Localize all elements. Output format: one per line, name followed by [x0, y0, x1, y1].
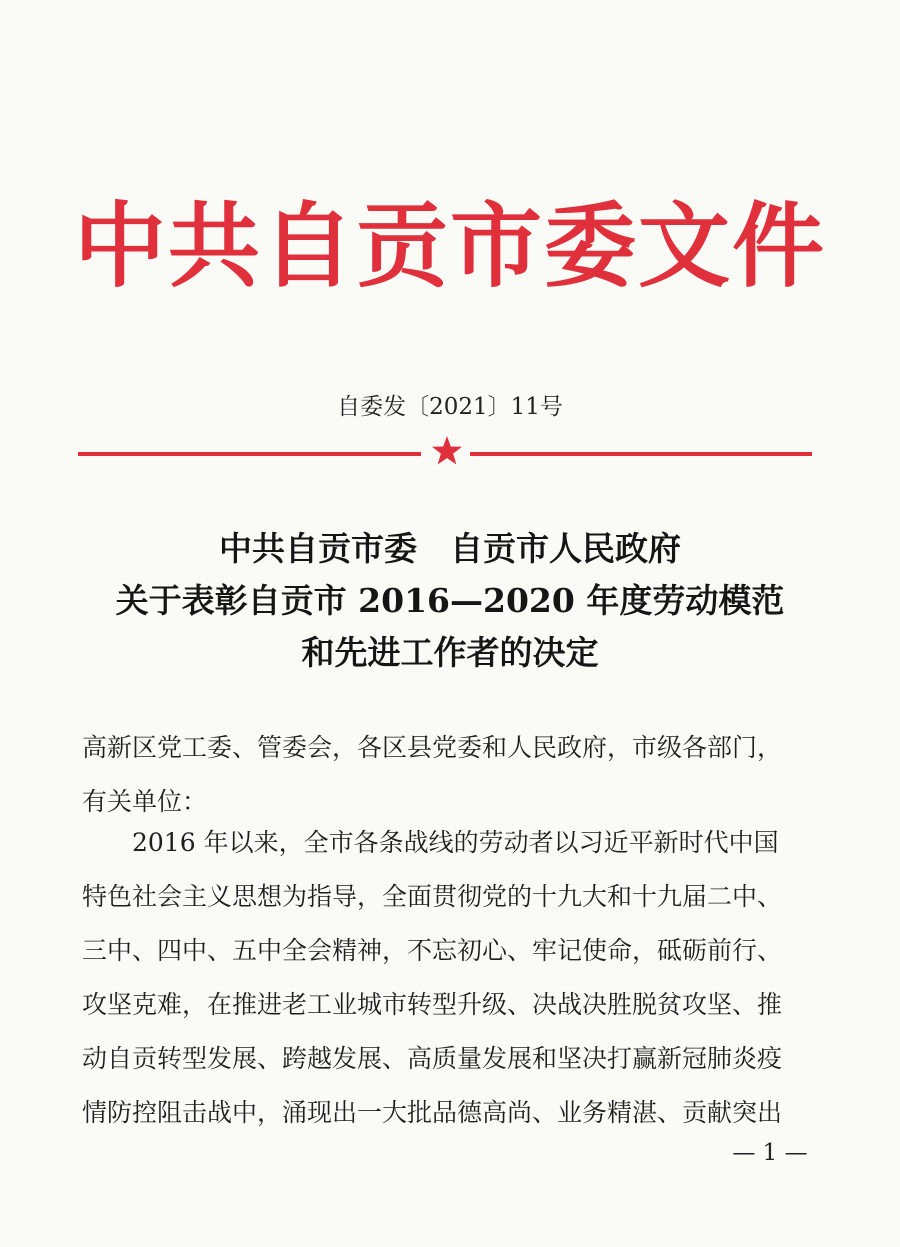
paragraph-line: 三中、四中、五中全会精神，不忘初心、牢记使命，砥砺前行、: [82, 936, 783, 965]
red-divider-left: [78, 452, 421, 456]
addressee: [82, 721, 822, 829]
title-line: 中共自贡市委 自贡市人民政府: [219, 529, 681, 568]
paragraph-line: 情防控阻击战中，涌现出一大批品德高尚、业务精湛、贡献突出: [82, 1098, 783, 1127]
page-number: — 1 —: [732, 1140, 808, 1166]
document-header-title: 中共自贡市委文件: [73, 192, 826, 300]
paragraph-line: 2016 年以来，全市各条战线的劳动者以习近平新时代中国: [82, 828, 779, 857]
red-divider-right: [470, 452, 812, 456]
document-number: 自委发〔2021〕11号: [337, 394, 563, 420]
paragraph-line: 动自贡转型发展、跨越发展、高质量发展和坚决打赢新冠肺炎疫: [82, 1044, 783, 1073]
star-icon: [431, 435, 463, 467]
paragraph-line: 特色社会主义思想为指导，全面贯彻党的十九大和十九届二中、: [82, 882, 783, 911]
paragraph-line: 攻坚克难，在推进老工业城市转型升级、决战决胜脱贫攻坚、推: [82, 990, 783, 1019]
body-paragraph: [82, 816, 822, 1140]
title-line: 和先进工作者的决定: [301, 633, 599, 672]
title-line: 关于表彰自贡市 2016—2020 年度劳动模范: [115, 581, 785, 620]
document-title: [0, 523, 900, 679]
addressee-line: 有关单位：: [82, 787, 208, 816]
addressee-line: 高新区党工委、管委会，各区县党委和人民政府，市级各部门，: [82, 733, 783, 762]
